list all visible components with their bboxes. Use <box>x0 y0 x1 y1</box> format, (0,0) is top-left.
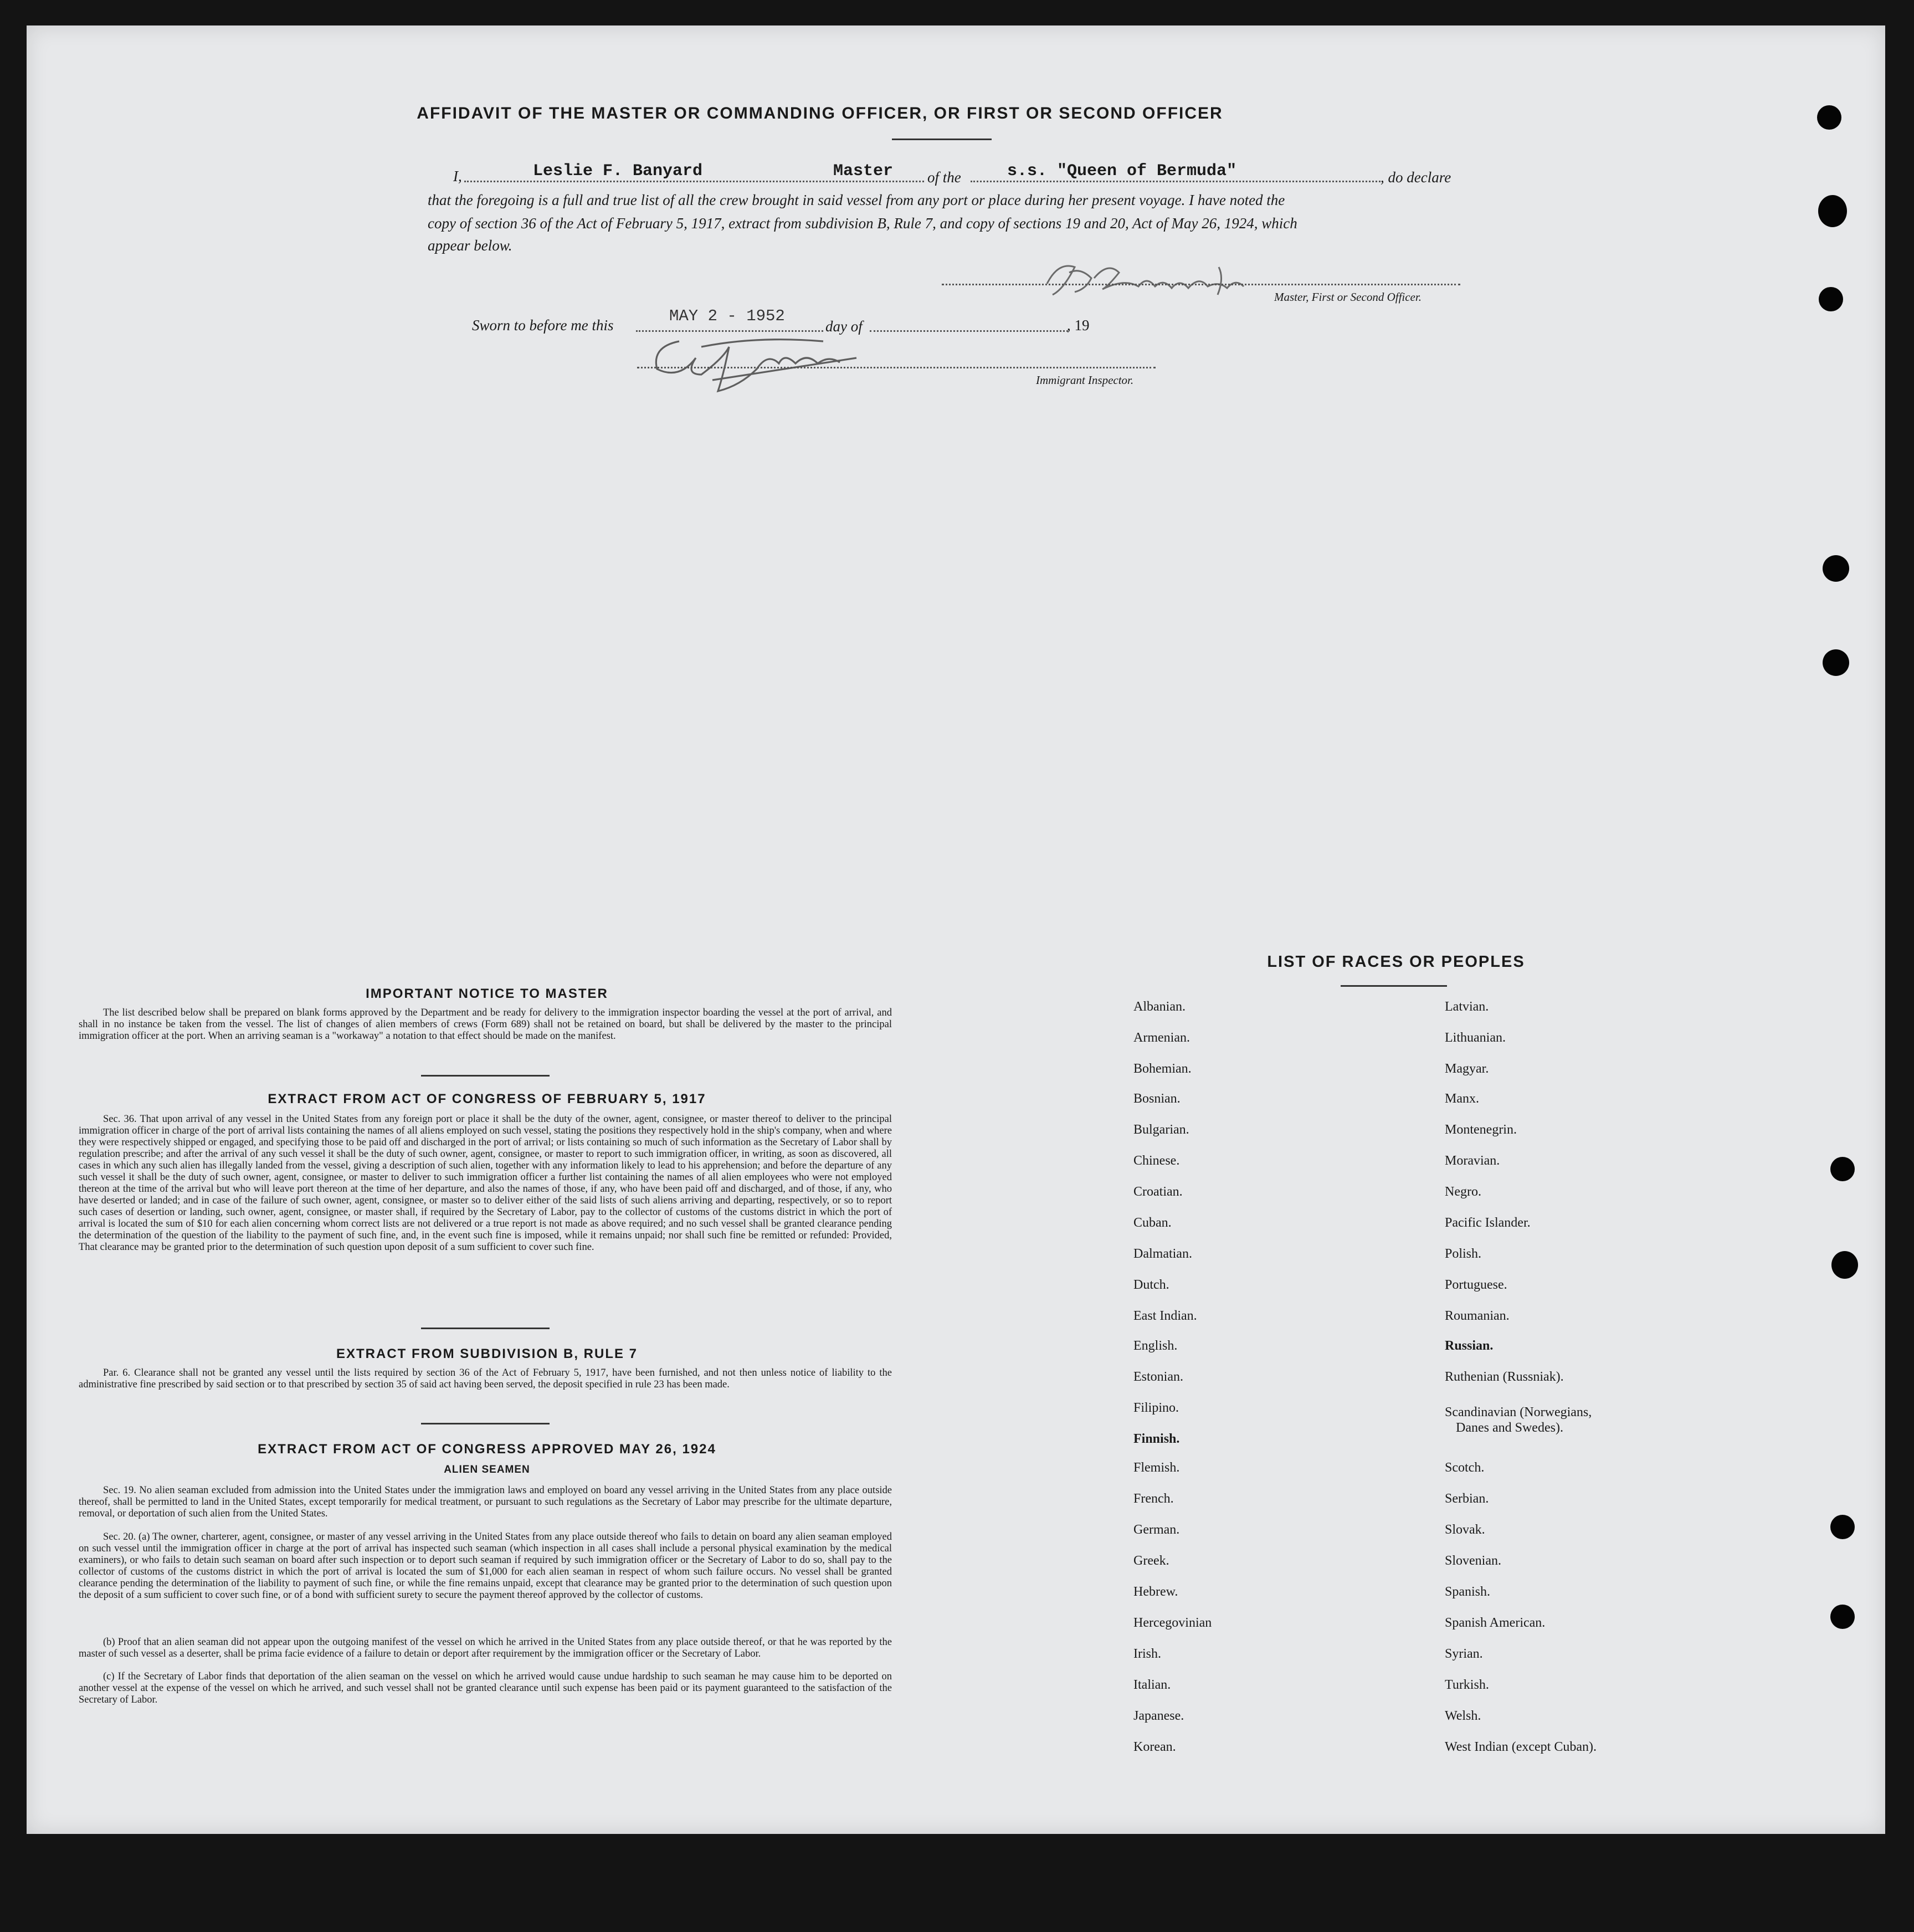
race-left: Chinese. <box>1133 1154 1180 1168</box>
affidavit-line-3: copy of section 36 of the Act of February 5, 1917, extract from subdivision B, Rule 7, and copy of sections 19 and 20, Act of May 26, 1924, which <box>428 215 1297 232</box>
race-right: Spanish. <box>1445 1585 1491 1599</box>
race-right-continuation: Danes and Swedes). <box>1456 1421 1563 1435</box>
extract-1917-text: Sec. 36. That upon arrival of any vessel in the United States from any foreign port or place it shall be the duty of the owner, agent, consignee, or master thereof to deliver to the principal immigration officer in charge of the port of arrival lists containing the names of all aliens employed on such vessel, stating the positions they respectively hold in the ship's company, when and where they were respectively shipped or engaged, and specifying those to be paid off and discharged in the port of arrival; or lists containing so much of such information as the Secretary of Labor shall by regulation prescribe; and after the arrival of any such vessel it shall be the duty of such owner, agent, consignee, or master to report to such immigration officer, in writing, as soon as discovered, all cases in which any such alien has illegally landed from the vessel, giving a description of such alien, together with any information likely to lead to his apprehension; and before the departure of any such vessel it shall be the duty of such owner, agent, consignee, or master to deliver to such immigration officer a further list containing the names of all alien employees who were not employed thereon at the time of the arrival but who will leave port thereon at the time of her departure, and also the names of those, if any, who have been paid off and discharged, and of those, if any, who have deserted or landed; and in case of the failure of such owner, agent, consignee, or master so to deliver either of the said lists of such aliens arriving and departing, respectively, or so to report such cases of desertion or landing, such owner, agent, consignee, or master shall, if required by the Secretary of Labor, pay to the collector of customs of the customs district in which the port of arrival is located the sum of $10 for each alien concerning whom correct lists are not delivered or a true report is not made as above required; and no such vessel shall be granted clearance pending the determination of the question of the liability to the payment of such fine, and, in the event such fine is imposed, while it remains unpaid; nor shall such fine be remitted or refunded: Provided, That clearance may be granted prior to the determination of such question upon deposit of a sum sufficient to cover such fine. <box>79 1114 892 1253</box>
race-left: Japanese. <box>1133 1709 1184 1723</box>
notice-text: The list described below shall be prepared on blank forms approved by the Department and be ready for delivery to the immigration inspector boarding the vessel at the port of arrival, and shall in no instance be taken from the vessel. The list of changes of alien members of crews (Form 689) shall not be retained on board, but shall be delivered by the master to the principal immigration officer at the port. When an arriving seaman is a "workaway" a notation to that effect should be made on the manifest. <box>79 1007 892 1042</box>
race-right: West Indian (except Cuban). <box>1445 1740 1597 1754</box>
race-left: English. <box>1133 1339 1178 1353</box>
sec-20c-text: (c) If the Secretary of Labor finds that deportation of the alien seaman on the vessel on which he arrived would cause undue hardship to such seaman he may cause him to be deported on another vessel at the expense of the vessel on which he arrived, and such vessel shall not be granted clearance until such expense has been paid or its payment guaranteed to the satisfaction of the Secretary of Labor. <box>79 1671 892 1705</box>
title-rule <box>892 139 992 140</box>
race-left: Irish. <box>1133 1647 1161 1661</box>
race-left: Bulgarian. <box>1133 1123 1189 1137</box>
race-left: Bohemian. <box>1133 1062 1192 1076</box>
race-left: Hercegovinian <box>1133 1616 1212 1630</box>
race-left: Italian. <box>1133 1678 1171 1692</box>
race-right: Scotch. <box>1445 1460 1485 1475</box>
race-right: Latvian. <box>1445 1000 1489 1014</box>
extract-rule7-text: Par. 6. Clearance shall not be granted any vessel until the lists required by section 36 of the Act of February 5, 1917, have been furnished, and not then unless notice of liability to the administrative fine prescribed by said section or to that prescribed by section 35 of said act having been served, the deposit specified in rule 23 has been made. <box>79 1367 892 1390</box>
notice-title: IMPORTANT NOTICE TO MASTER <box>366 986 608 1001</box>
race-left: Filipino. <box>1133 1401 1179 1415</box>
race-left: Greek. <box>1133 1554 1169 1568</box>
race-right: Ruthenian (Russniak). <box>1445 1370 1564 1384</box>
race-left: Albanian. <box>1133 1000 1186 1014</box>
race-left: Finnish. <box>1133 1432 1180 1446</box>
sworn-date: MAY 2 - 1952 <box>669 307 785 325</box>
sec-19-text: Sec. 19. No alien seaman excluded from admission into the United States under the immigration laws and employed on board any vessel arriving in the United States from any place outside thereof, shall be permitted to land in the United States, except temporarily for medical treatment, or pursuant to such regulations as the Secretary of Labor may prescribe for the ultimate departure, removal, or deportation of such alien from the United States. <box>79 1485 892 1519</box>
master-name: Leslie F. Banyard <box>533 162 703 181</box>
race-right: Magyar. <box>1445 1062 1489 1076</box>
race-right: Scandinavian (Norwegians, <box>1445 1405 1592 1419</box>
race-left: Bosnian. <box>1133 1091 1181 1106</box>
race-right: Russian. <box>1445 1339 1494 1353</box>
extract-1917-title: EXTRACT FROM ACT OF CONGRESS OF FEBRUARY 5, 1917 <box>268 1091 706 1106</box>
race-left: Armenian. <box>1133 1031 1190 1045</box>
race-right: Moravian. <box>1445 1154 1500 1168</box>
race-right: Lithuanian. <box>1445 1031 1506 1045</box>
punch-hole <box>1830 1515 1855 1539</box>
affidavit-line-2: that the foregoing is a full and true list of all the crew brought in said vessel from any port or place during her present voyage. I have noted the <box>428 192 1285 208</box>
race-right: Slovenian. <box>1445 1554 1501 1568</box>
race-left: Estonian. <box>1133 1370 1183 1384</box>
day-of-label: day of <box>825 318 863 335</box>
vessel-name: s.s. "Queen of Bermuda" <box>1007 162 1237 181</box>
extract-1924-title: EXTRACT FROM ACT OF CONGRESS APPROVED MAY 26, 1924 <box>258 1442 716 1457</box>
master-rank: Master <box>833 162 894 181</box>
punch-hole <box>1819 287 1843 311</box>
section-rule <box>421 1328 550 1329</box>
race-left: Dutch. <box>1133 1278 1169 1292</box>
sworn-label: Sworn to before me this <box>472 317 614 334</box>
races-title: LIST OF RACES OR PEOPLES <box>1267 953 1525 971</box>
race-right: Syrian. <box>1445 1647 1483 1661</box>
section-rule <box>421 1423 550 1424</box>
punch-hole <box>1818 195 1847 227</box>
race-right: Welsh. <box>1445 1709 1481 1723</box>
race-right: Spanish American. <box>1445 1616 1546 1630</box>
sec-20a-text: Sec. 20. (a) The owner, charterer, agent, consignee, or master of any vessel arriving in the United States from any place outside thereof who fails to detain on board any alien seaman employed on such vessel until the immigration officer in charge at the port of arrival has inspected such seaman (which inspection in all cases shall include a personal physical examination by the medical examiners), or who fails to detain such seaman on board after such inspection or to deport such seaman if required by such immigration officer or the Secretary of Labor to do so, shall pay to the collector of customs of the customs district in which the port of arrival is located the sum of $1,000 for each alien seaman in respect of whom such failure occurs. No vessel shall be granted clearance pending the determination of the liability to payment of such fine, or while the fine remains unpaid, except that clearance may be granted prior to the determination of such question upon the deposit of a sum sufficient to cover such fine, or of a bond with sufficient surety to secure the payment thereof approved by the collector of customs. <box>79 1531 892 1601</box>
master-signature-line <box>942 284 1460 285</box>
race-right: Slovak. <box>1445 1523 1485 1537</box>
extract-rule7-title: EXTRACT FROM SUBDIVISION B, RULE 7 <box>336 1346 638 1361</box>
race-left: East Indian. <box>1133 1309 1197 1323</box>
do-declare-label: , do declare <box>1381 169 1451 186</box>
year-label: , 19 <box>1067 317 1090 334</box>
punch-hole <box>1831 1251 1858 1279</box>
race-right: Portuguese. <box>1445 1278 1507 1292</box>
race-left: Korean. <box>1133 1740 1176 1754</box>
inspector-caption: Immigrant Inspector. <box>1036 373 1134 387</box>
race-right: Serbian. <box>1445 1492 1489 1506</box>
vessel-line <box>971 181 1381 182</box>
extract-1924-subtitle: ALIEN SEAMEN <box>444 1464 530 1475</box>
punch-hole <box>1817 105 1841 130</box>
race-left: Flemish. <box>1133 1460 1180 1475</box>
race-right: Polish. <box>1445 1247 1482 1261</box>
race-right: Manx. <box>1445 1091 1479 1106</box>
race-left: Dalmatian. <box>1133 1247 1192 1261</box>
race-right: Negro. <box>1445 1185 1481 1199</box>
sec-20b-text: (b) Proof that an alien seaman did not appear upon the outgoing manifest of the vessel on which he arrived in the United States from any place outside thereof, or that he was reported by the master of such vessel as a deserter, shall be prima facie evidence of a failure to detain or deport after requirement by the immigration officer or the Secretary of Labor. <box>79 1637 892 1659</box>
affidavit-line-4: appear below. <box>428 237 512 254</box>
race-left: Cuban. <box>1133 1216 1172 1230</box>
inspector-signature-line <box>637 367 1156 368</box>
punch-hole <box>1823 649 1849 676</box>
races-title-rule <box>1341 985 1447 987</box>
race-right: Turkish. <box>1445 1678 1489 1692</box>
section-rule <box>421 1075 550 1077</box>
race-right: Pacific Islander. <box>1445 1216 1531 1230</box>
punch-hole <box>1830 1605 1855 1629</box>
i-label: I, <box>453 168 462 185</box>
affidavit-title: AFFIDAVIT OF THE MASTER OR COMMANDING OFFICER, OR FIRST OR SECOND OFFICER <box>417 104 1223 122</box>
race-right: Montenegrin. <box>1445 1123 1517 1137</box>
race-right: Roumanian. <box>1445 1309 1510 1323</box>
race-left: French. <box>1133 1492 1174 1506</box>
race-left: Hebrew. <box>1133 1585 1178 1599</box>
race-left: German. <box>1133 1523 1180 1537</box>
punch-hole <box>1830 1157 1855 1181</box>
of-the-label: of the <box>927 169 961 186</box>
punch-hole <box>1823 555 1849 582</box>
master-signature-caption: Master, First or Second Officer. <box>1274 290 1422 304</box>
inspector-signature <box>646 325 912 397</box>
name-line <box>464 181 924 182</box>
race-left: Croatian. <box>1133 1185 1183 1199</box>
